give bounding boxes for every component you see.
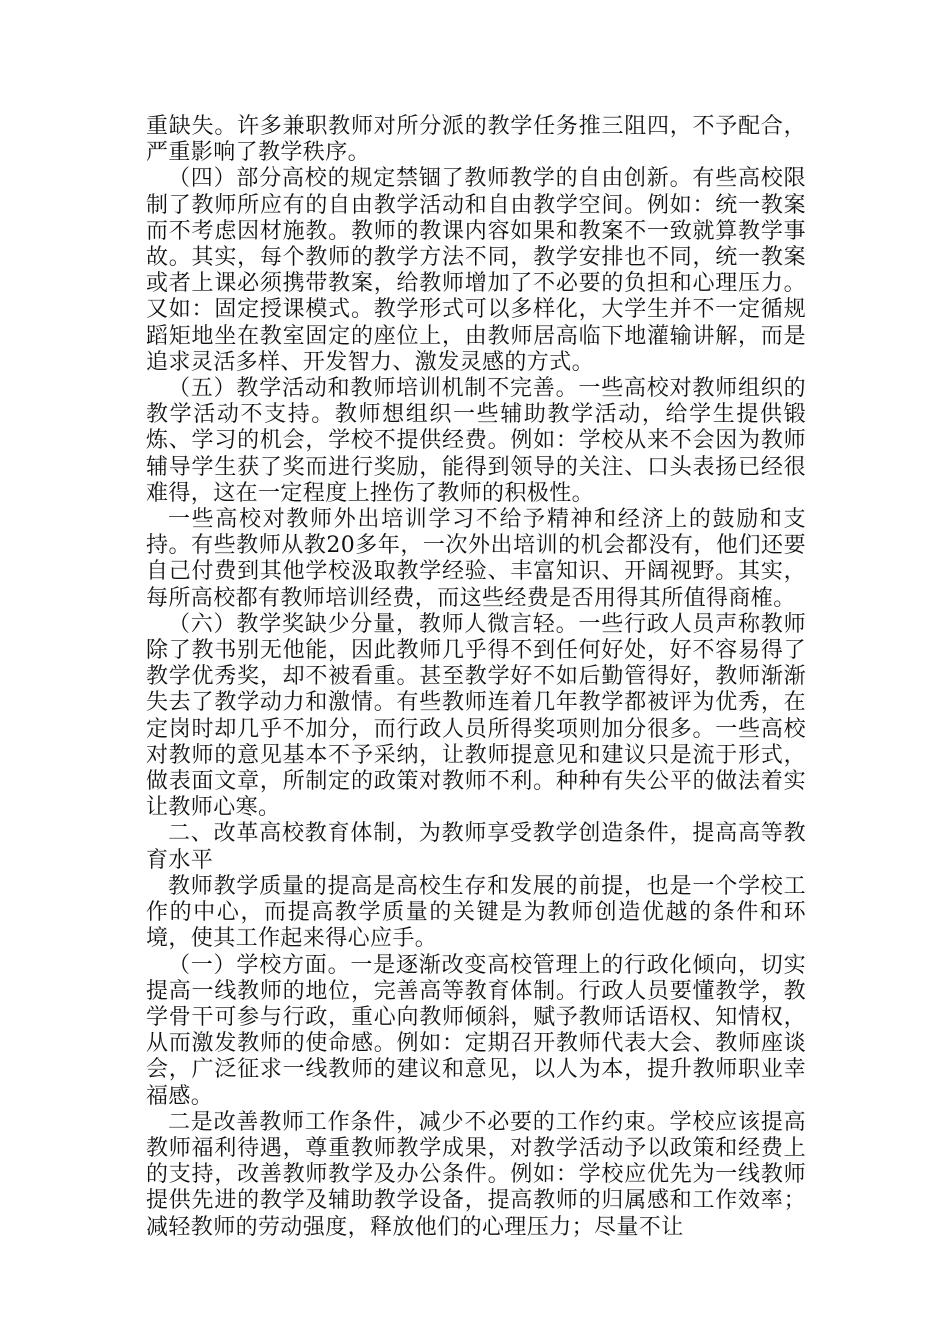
paragraph: 教师教学质量的提高是高校生存和发展的前提，也是一个学校工作的中心，而提高教学质量的关键是为教师创造优越的条件和环境，使其工作起来得心应手。	[146, 873, 806, 952]
paragraph: 二是改善教师工作条件，减少不必要的工作约束。学校应该提高教师福利待遇，尊重教师教学成果，对教学活动予以政策和经费上的支持，改善教师教学及办公条件。例如：学校应优先为一线教师提供先进的教学及辅助教学设备，提高教师的归属感和工作效率；减轻教师的劳动强度，释放他们的心理压力；尽量不让	[146, 1109, 806, 1240]
paragraph: 一些高校对教师外出培训学习不给予精神和经济上的鼓励和支持。有些教师从教20多年，一次外出培训的机会都没有，他们还要自己付费到其他学校汲取教学经验、丰富知识、开阔视野。其实，每所高校都有教师培训经费，而这些经费是否用得其所值得商榷。	[146, 507, 806, 611]
paragraph: （五）教学活动和教师培训机制不完善。一些高校对教师组织的教学活动不支持。教师想组织一些辅助教学活动，给学生提供锻炼、学习的机会，学校不提供经费。例如：学校从来不会因为教师辅导学生获了奖而进行奖励，能得到领导的关注、口头表扬已经很难得，这在一定程度上挫伤了教师的积极性。	[146, 376, 806, 506]
paragraph: （一）学校方面。一是逐渐改变高校管理上的行政化倾向，切实提高一线教师的地位，完善高等教育体制。行政人员要懂教学，教学骨干可参与行政，重心向教师倾斜，赋予教师话语权、知情权，从而激发教师的使命感。例如：定期召开教师代表大会、教师座谈会，广泛征求一线教师的建议和意见，以人为本，提升教师职业幸福感。	[146, 952, 806, 1109]
paragraph: 重缺失。许多兼职教师对所分派的教学任务推三阻四，不予配合，严重影响了教学秩序。	[146, 114, 806, 166]
paragraph: （六）教学奖缺少分量，教师人微言轻。一些行政人员声称教师除了教书别无他能，因此教师几乎得不到任何好处，好不容易得了教学优秀奖，却不被看重。甚至教学好不如后勤管得好，教师渐渐失去了教学动力和激情。有些教师连着几年教学都被评为优秀，在定岗时却几乎不加分，而行政人员所得奖项则加分很多。一些高校对教师的意见基本不予采纳，让教师提意见和建议只是流于形式，做表面文章，所制定的政策对教师不利。种种有失公平的做法着实让教师心寒。	[146, 611, 806, 821]
section-heading: 二、改革高校教育体制，为教师享受教学创造条件，提高高等教育水平	[146, 821, 806, 873]
document-body	[146, 114, 806, 1241]
paragraph: （四）部分高校的规定禁锢了教师教学的自由创新。有些高校限制了教师所应有的自由教学活动和自由教学空间。例如：统一教案而不考虑因材施教。教师的教课内容如果和教案不一致就算教学事故。其实，每个教师的教学方法不同，教学安排也不同，统一教案或者上课必须携带教案，给教师增加了不必要的负担和心理压力。又如：固定授课模式。教学形式可以多样化，大学生并不一定循规蹈矩地坐在教室固定的座位上，由教师居高临下地灌输讲解，而是追求灵活多样、开发智力、激发灵感的方式。	[146, 166, 806, 375]
